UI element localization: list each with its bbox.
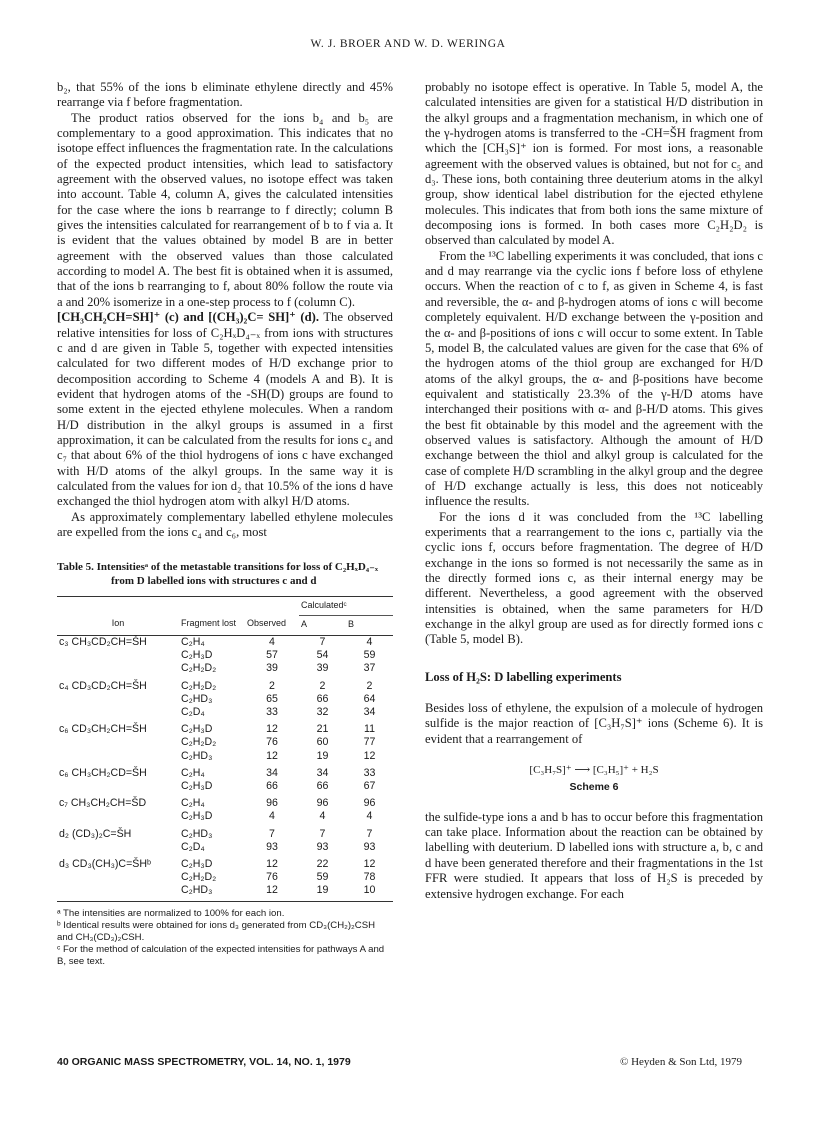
calc-b-cell: 33 bbox=[363, 766, 376, 779]
fragment-cell: C₂H₂D₂ bbox=[181, 662, 217, 675]
fragment-cell: C₂HD₃ bbox=[181, 692, 213, 705]
observed-cell: 12 bbox=[266, 723, 278, 736]
ion-cell bbox=[57, 750, 179, 763]
fragment-cell: C₂H₄ bbox=[181, 797, 205, 810]
calc-a-cell: 19 bbox=[299, 884, 346, 901]
table-row bbox=[57, 810, 393, 823]
column-header-fragment: Fragment lost bbox=[179, 615, 245, 635]
scheme-equation: [C₃H₇S]⁺ ⟶ [C₃H₅]⁺ + H₂S bbox=[529, 764, 659, 777]
calc-b-cell: 59 bbox=[363, 649, 376, 662]
calc-a-cell: 7 bbox=[319, 636, 326, 648]
fragment-cell: C₂H₃D bbox=[181, 858, 213, 871]
calc-a-cell: 54 bbox=[316, 649, 329, 662]
observed-cell: 96 bbox=[266, 797, 278, 810]
calc-a-cell: 66 bbox=[316, 692, 329, 705]
observed-cell: 12 bbox=[266, 749, 278, 762]
calc-b-cell: 4 bbox=[366, 810, 373, 823]
table-row bbox=[57, 841, 393, 854]
ion-cell: c₃ CH₃CD₂CH=ŠH bbox=[59, 636, 147, 648]
table-row bbox=[57, 662, 393, 675]
observed-cell: 66 bbox=[266, 780, 278, 793]
table-row bbox=[57, 871, 393, 884]
observed-cell: 33 bbox=[266, 706, 278, 719]
ion-cell bbox=[57, 780, 179, 793]
footnote-a: ᵃ The intensities are normalized to 100% for each ion. bbox=[57, 907, 285, 919]
right-column bbox=[425, 80, 763, 902]
calc-a-cell: 19 bbox=[316, 749, 329, 762]
fragment-cell: C₂H₄ bbox=[181, 636, 205, 648]
paragraph: the sulfide-type ions a and b has to occur before this fragmentation can take place. Information about the reaction can be obtained by labelling with deuterium. D labelled ions with structure a, b, c and d have been generated therefore and their fragmentations in the 1st FFR were studied. It appears that loss of H₂S is preceded by extensive hydrogen exchange. For each bbox=[425, 809, 763, 901]
column-header-ion: Ion bbox=[57, 615, 179, 635]
observed-cell: 57 bbox=[266, 649, 278, 662]
table-row bbox=[57, 824, 393, 841]
footnote-c: ᶜ For the method of calculation of the expected intensities for pathways A and B, see text. bbox=[57, 944, 385, 967]
observed-cell: 12 bbox=[266, 858, 278, 871]
ion-cell bbox=[57, 693, 179, 706]
paragraph: probably no isotope effect is operative. In Table 5, model A, the calculated intensities are given for a statistical H/D distribution in the alkyl groups and a fragmentation mechanism, in which one of the γ-hydrogen atoms is transferred to the -CH=ŠH fragment from which the [CH₃S]⁺ ion is formed. For most ions, a reasonable agreement with the observed values is obtained, but not for c₅ and d₃. These ions, both containing three deuterium atoms in the alkyl group, show identical label distribution for the ejected ethylene molecules. This indicates that from both ions the same mixture of decomposing ions is formed. In both cases more C₂H₂D₂ is observed than calculated by model A. bbox=[425, 80, 763, 248]
calc-a-cell: 60 bbox=[316, 736, 329, 749]
calc-b-cell: 12 bbox=[363, 749, 376, 762]
observed-cell: 93 bbox=[266, 840, 278, 853]
footnote-b: ᵇ Identical results were obtained for ions d₃ generated from CD₃(CH₂)₂CSH and CH₃(CD₃)₂CSH. bbox=[57, 920, 376, 943]
fragment-cell: C₂H₂D₂ bbox=[181, 871, 217, 884]
ion-cell bbox=[57, 649, 179, 662]
calc-b-cell: 78 bbox=[363, 871, 376, 884]
table-row bbox=[57, 736, 393, 749]
calc-b-cell: 7 bbox=[366, 827, 373, 840]
table-row bbox=[57, 649, 393, 662]
fragment-cell: C₂H₃D bbox=[181, 780, 213, 793]
fragment-cell: C₂H₃D bbox=[181, 723, 213, 736]
calc-b-cell: 96 bbox=[363, 797, 376, 810]
paragraph-body: The observed relative intensities for loss of C₂HₓD₄₋ₓ from ions with structures c and d are given in Table 5, together with expected intensities calculated for two different modes of H/D exchange prior to decomposition according to Scheme 4 (models A and B). It is evident that hydrogen atoms of the -SH(D) groups are found to some extent in the ejected ethylene molecules. When a random H/D distribution in the alkyl groups is assumed in a first approximation, it can be calculated from the results for ions c₄ and c₇ that about 6% of the thiol hydrogens of ions c have exchanged with H/D atoms of the alkyl groups. In the same way it is calculated from the values for ion d₂ that 10.5% of the ions d have exchanged the thiol hydrogen atom with alkyl H/D atoms. bbox=[57, 310, 393, 509]
observed-cell: 2 bbox=[269, 679, 275, 692]
ion-cell bbox=[57, 884, 179, 901]
ion-cell bbox=[57, 662, 179, 675]
paragraph: From the ¹³C labelling experiments it was concluded, that ions c and d may rearrange via the cyclic ions f before loss of ethylene occurs. When the reaction of c to f, as given in Scheme 4, is fast and reversible, the α- and β-hydrogen atoms of ions c will become completely equivalent. H/D exchange between the γ-position and the α- and β-positions of ions c will occur to some extent. In Table 5, model B, the calculated values are given for the case that 6% of the hydrogen atoms of the thiol group are exchanged for H/D atoms of the alkyl groups, the α- and β-positions have become equivalent and statistically 23.3% of the γ-H/D atoms have interchanged their positions with α- and β-H/D atoms. This gives the best fit obtainable by this model and the agreement with the observed values is satisfactory. Although the amount of H/D exchange between the thiol and alkyl group is calculated for the case of complete H/D scrambling in the alkyl group and the degree of H/D exchange actually is less, this does not noticeably influence the results. bbox=[425, 248, 763, 509]
calc-b-cell: 67 bbox=[363, 780, 376, 793]
calc-a-cell: 93 bbox=[316, 840, 329, 853]
paragraph: The product ratios observed for the ions b₄ and b₅ are complementary to a good approximation. This indicates that no isotope effect influences the fragmentation rate. In the calculations of the expected product intensities, which lead to satisfactory agreement with the observed values, no isotope effect was taken into account. Table 4, column A, gives the calculated intensities for the case where the ions b rearrange to f directly; column B gives the intensities calculated for rearrangement of b to f via a. It is evident that the values obtained by model B are in better agreement with the observed values than those calculated according to model A. The best fit is obtained when it is assumed, that of the ions b rearranging to f, about 80% follow the route via a and 20% isomerize in a one-step process to f (column C). bbox=[57, 110, 393, 309]
calc-a-cell: 39 bbox=[316, 662, 329, 675]
calc-a-cell: 22 bbox=[316, 858, 329, 871]
paragraph bbox=[57, 310, 393, 509]
column-header-b: B bbox=[346, 615, 393, 635]
observed-cell: 34 bbox=[266, 766, 278, 779]
ion-cell bbox=[57, 706, 179, 719]
calc-a-cell: 96 bbox=[316, 797, 329, 810]
observed-cell: 65 bbox=[266, 692, 278, 705]
observed-cell: 12 bbox=[245, 884, 299, 901]
footer-journal-text: 40 ORGANIC MASS SPECTROMETRY, VOL. 14, NO. 1, 1979 bbox=[57, 1056, 351, 1068]
observed-cell: 76 bbox=[266, 736, 278, 749]
fragment-cell: C₂H₂D₂ bbox=[181, 736, 217, 749]
paragraph: As approximately complementary labelled ethylene molecules are expelled from the ions c₄ and c₆, most bbox=[57, 509, 393, 539]
column-header-calculated: Calculatedᶜ bbox=[299, 597, 393, 615]
running-header: W. J. BROER AND W. D. WERINGA bbox=[310, 38, 506, 50]
ion-cell bbox=[57, 841, 179, 854]
table-row bbox=[57, 719, 393, 736]
fragment-cell: C₂HD₃ bbox=[181, 827, 213, 840]
calc-b-cell: 10 bbox=[346, 884, 393, 901]
table-row bbox=[57, 636, 393, 650]
calc-b-cell: 64 bbox=[363, 692, 376, 705]
paragraph: b₂, that 55% of the ions b eliminate ethylene directly and 45% rearrange via f before fragmentation. bbox=[57, 80, 393, 110]
calc-b-cell: 93 bbox=[363, 840, 376, 853]
fragment-cell: C₂D₄ bbox=[181, 840, 205, 853]
ion-cell: c₆ CD₃CH₂CH=ŠH bbox=[59, 723, 147, 736]
calc-a-cell: 7 bbox=[319, 827, 326, 840]
ion-cell bbox=[57, 810, 179, 823]
ion-cell bbox=[57, 736, 179, 749]
calc-b-cell: 77 bbox=[363, 736, 376, 749]
section-heading: Loss of H₂S: D labelling experiments bbox=[425, 669, 622, 684]
calc-b-cell: 12 bbox=[363, 858, 376, 871]
fragment-cell: C₂H₃D bbox=[181, 810, 213, 823]
table-row bbox=[57, 884, 393, 901]
table-row bbox=[57, 750, 393, 763]
left-column bbox=[57, 80, 393, 967]
table-row bbox=[57, 706, 393, 719]
table-row bbox=[57, 854, 393, 871]
calc-a-cell: 21 bbox=[316, 723, 329, 736]
observed-cell: 4 bbox=[269, 636, 275, 648]
observed-cell: 39 bbox=[266, 662, 278, 675]
ion-cell bbox=[57, 871, 179, 884]
run-in-heading: [CH₃CH₂CH=SH]⁺ (c) and [(CH₃)₂C= SH]⁺ (d). bbox=[57, 310, 319, 325]
ion-cell: c₄ CD₃CD₂CH=ŠH bbox=[59, 679, 147, 692]
fragment-cell: C₂H₃D bbox=[181, 649, 213, 662]
calc-a-cell: 32 bbox=[316, 706, 329, 719]
table-row bbox=[57, 780, 393, 793]
table-row bbox=[57, 676, 393, 693]
column-header-observed: Observed bbox=[245, 615, 299, 635]
scheme-label: Scheme 6 bbox=[569, 781, 619, 794]
footer-copyright: © Heyden & Son Ltd, 1979 bbox=[620, 1056, 743, 1068]
observed-cell: 4 bbox=[269, 810, 275, 823]
calc-b-cell: 4 bbox=[366, 636, 373, 648]
calc-b-cell: 2 bbox=[366, 679, 373, 692]
calc-a-cell: 34 bbox=[316, 766, 329, 779]
paragraph: For the ions d it was concluded from the ¹³C labelling experiments that a rearrangement to the ions c, partially via the cyclic ions f, occurs before fragmentation. The degree of H/D exchange in the ions so formed is not necessarily the same as in the directly formed ions c, as their internal energy may be different. Nevertheless, a good agreement with the observed intensities is obtained, when the same parameters for H/D exchange in the alkyl group are used as for directly formed ions c (Table 5, model B). bbox=[425, 509, 763, 647]
fragment-cell: C₂D₄ bbox=[181, 706, 205, 719]
observed-cell: 76 bbox=[266, 871, 278, 884]
observed-cell: 7 bbox=[269, 827, 275, 840]
footer-journal bbox=[57, 1056, 351, 1068]
fragment-cell: C₂H₂D₂ bbox=[181, 679, 217, 692]
calc-a-cell: 59 bbox=[316, 871, 329, 884]
calc-a-cell: 66 bbox=[316, 780, 329, 793]
ion-cell: c₇ CH₃CH₂CH=ŠD bbox=[59, 797, 147, 810]
paragraph: Besides loss of ethylene, the expulsion of a molecule of hydrogen sulfide is the major reaction of [C₃H₇S]⁺ ions (Scheme 6). It is evident that a rearrangement of bbox=[425, 701, 763, 746]
fragment-cell: C₂H₄ bbox=[181, 766, 205, 779]
table-row bbox=[57, 793, 393, 810]
data-table bbox=[57, 596, 393, 901]
fragment-cell: C₂HD₃ bbox=[179, 884, 245, 901]
fragment-cell: C₂HD₃ bbox=[181, 749, 213, 762]
table-row bbox=[57, 763, 393, 780]
ion-cell: d₂ (CD₃)₂C=ŠH bbox=[59, 827, 132, 840]
calc-a-cell: 2 bbox=[319, 679, 326, 692]
calc-b-cell: 34 bbox=[363, 706, 376, 719]
ion-cell: d₃ CD₃(CH₃)C=ŠHᵇ bbox=[59, 858, 151, 871]
calc-b-cell: 11 bbox=[364, 723, 375, 736]
column-header-a: A bbox=[299, 615, 346, 635]
calc-b-cell: 37 bbox=[363, 662, 376, 675]
table-row bbox=[57, 693, 393, 706]
ion-cell: c₆ CH₃CH₂CD=ŠH bbox=[59, 766, 147, 779]
table-caption: Table 5. Intensitiesᵃ of the metastable transitions for loss of C₂HₓD₄₋ₓ from D labelled ions with structures c and d bbox=[57, 561, 379, 588]
calc-a-cell: 4 bbox=[319, 810, 326, 823]
